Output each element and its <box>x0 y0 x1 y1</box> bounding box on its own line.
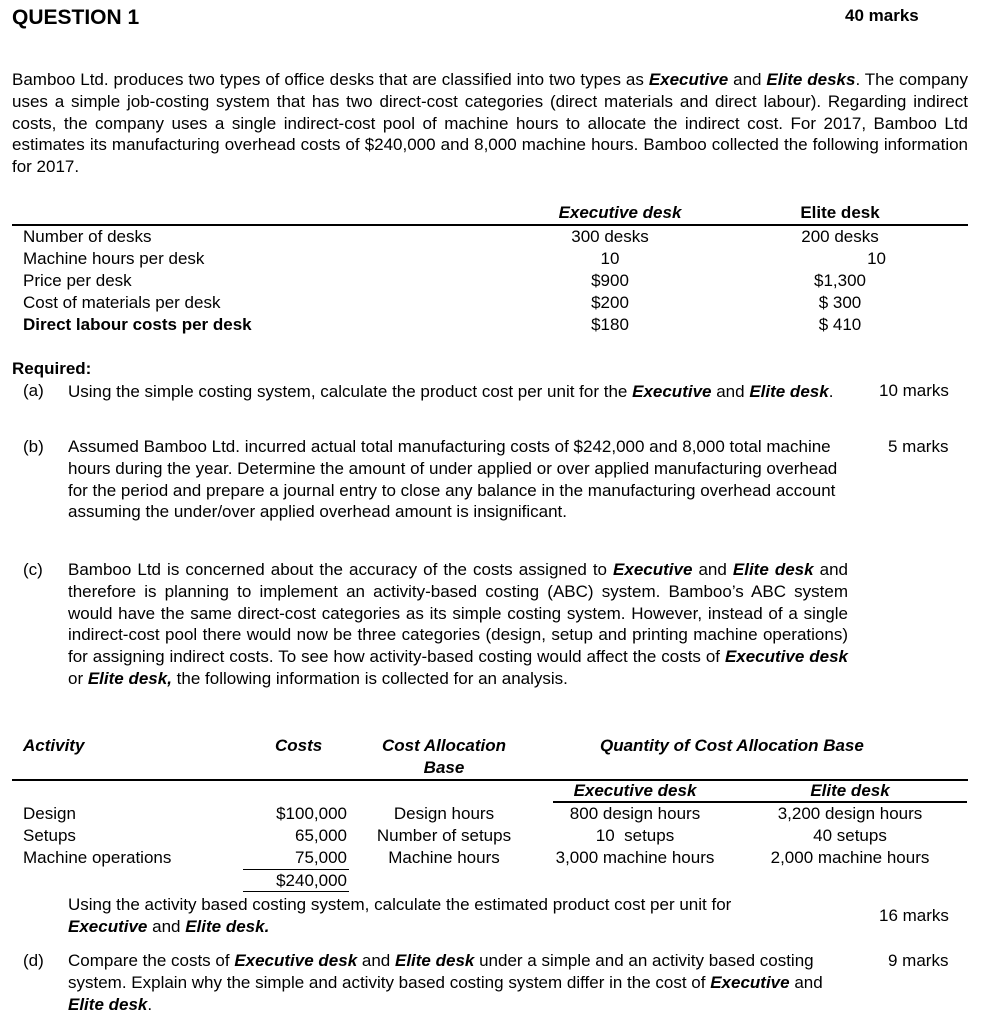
header-base-1: Cost Allocation <box>381 736 507 755</box>
cell-elite: $1,300 <box>814 271 866 290</box>
part-c-instruction: Using the activity based costing system, calculate the estimated product cost per unit for Executive and Elite desk. <box>68 895 732 936</box>
part-d-text: Compare the costs of Executive desk and Elite desk under a simple and an activity based costing system. Explain why the simple and activity based costing system differ in the cost of Executive and Elite desk. <box>68 951 823 1014</box>
activity-cost: $100,000 <box>276 804 347 823</box>
cell-exec: $200 <box>591 293 629 312</box>
part-d-marks: 9 marks <box>888 951 949 970</box>
activity-base: Machine hours <box>388 848 500 867</box>
part-a-label: (a) <box>23 381 44 400</box>
activity-base: Design hours <box>393 804 495 823</box>
col-header-executive: Executive desk <box>558 203 682 222</box>
part-b-label: (b) <box>23 437 44 456</box>
cell-elite: 10 <box>867 249 886 268</box>
row-label: Price per desk <box>23 271 132 290</box>
part-a-marks: 10 marks <box>879 381 949 400</box>
question-title: QUESTION 1 <box>12 6 140 29</box>
qty-elite: 3,200 design hours <box>777 804 923 823</box>
qty-exec: 10 setups <box>595 826 675 845</box>
total-rule <box>243 891 349 892</box>
cell-exec: 10 <box>600 249 620 268</box>
intro-paragraph: Bamboo Ltd. produces two types of office desks that are classified into two types as Executive and Elite desks. The company uses a simple job-costing system that has two direct-cost categories (direct materials and direct labour). Regarding indirect costs, the company uses a single indirect-cost pool of machine hours to allocate the indirect cost. For 2017, Bamboo Ltd estimates its manufacturing overhead costs of $240,000 and 8,000 machine hours. Bamboo collected the following information for 2017. <box>12 70 968 177</box>
activity-name: Design <box>23 804 76 823</box>
part-d-label: (d) <box>23 951 44 970</box>
part-c-marks: 16 marks <box>879 906 949 925</box>
total-cost: $240,000 <box>276 871 347 890</box>
header-base-2: Base <box>423 758 465 777</box>
required-heading: Required: <box>12 359 92 378</box>
qty-exec: 3,000 machine hours <box>555 848 715 867</box>
part-b-text: Assumed Bamboo Ltd. incurred actual total manufacturing costs of $242,000 and 8,000 total machine hours during the year. Determine the amount of under applied or over applied manufacturing overhead for the period and prepare a journal entry to close any balance in the manufacturing overhead account assuming the under/over applied overhead amount is insignificant. <box>68 437 838 522</box>
part-a-text: Using the simple costing system, calculate the product cost per unit for the Executive and Elite desk. <box>68 382 834 401</box>
cell-elite: $ 410 <box>818 315 862 334</box>
activity-name: Setups <box>23 826 76 845</box>
cell-elite: $ 300 <box>818 293 862 312</box>
row-label: Cost of materials per desk <box>23 293 221 312</box>
qty-elite: 40 setups <box>813 826 887 845</box>
col-header-elite: Elite desk <box>800 203 880 222</box>
qty-exec: 800 design hours <box>569 804 701 823</box>
table1-header-rule <box>12 224 968 226</box>
part-b-marks: 5 marks <box>888 437 949 456</box>
header-activity: Activity <box>23 736 85 755</box>
qty-elite: 2,000 machine hours <box>770 848 930 867</box>
row-label: Machine hours per desk <box>23 249 205 268</box>
activity-cost: 75,000 <box>295 848 347 867</box>
subtotal-rule <box>243 869 349 870</box>
header-costs: Costs <box>275 736 323 755</box>
emph-elite-desks: Elite desks <box>766 70 856 89</box>
row-label: Direct labour costs per desk <box>23 315 252 334</box>
cell-elite: 200 desks <box>801 227 879 246</box>
activity-base: Number of setups <box>376 826 512 845</box>
row-label: Number of desks <box>23 227 152 246</box>
total-marks: 40 marks <box>845 6 919 25</box>
header-quantity: Quantity of Cost Allocation Base <box>600 736 864 755</box>
cell-exec: $180 <box>591 315 629 334</box>
cell-exec: 300 desks <box>571 227 649 246</box>
part-c-label: (c) <box>23 560 43 579</box>
subheader-rule <box>553 801 967 803</box>
cell-exec: $900 <box>591 271 629 290</box>
activity-name: Machine operations <box>23 848 172 867</box>
subheader-elite: Elite desk <box>810 781 890 800</box>
activity-cost: 65,000 <box>295 826 347 845</box>
emph-executive: Executive <box>648 70 729 89</box>
subheader-executive: Executive desk <box>573 781 697 800</box>
part-c-text: Bamboo Ltd is concerned about the accuracy of the costs assigned to Executive and Elite desk and therefore is planning to implement an activity-based costing (ABC) system. Bamboo’s ABC system would have the same direct-cost categories as its simple costing system. However, instead of a single indirect-cost pool there would now be three categories (design, setup and printing machine operations) for assigning indirect costs. To see how activity-based costing would affect the costs of Executive desk or Elite desk, the following information is collected for an analysis. <box>68 560 848 688</box>
